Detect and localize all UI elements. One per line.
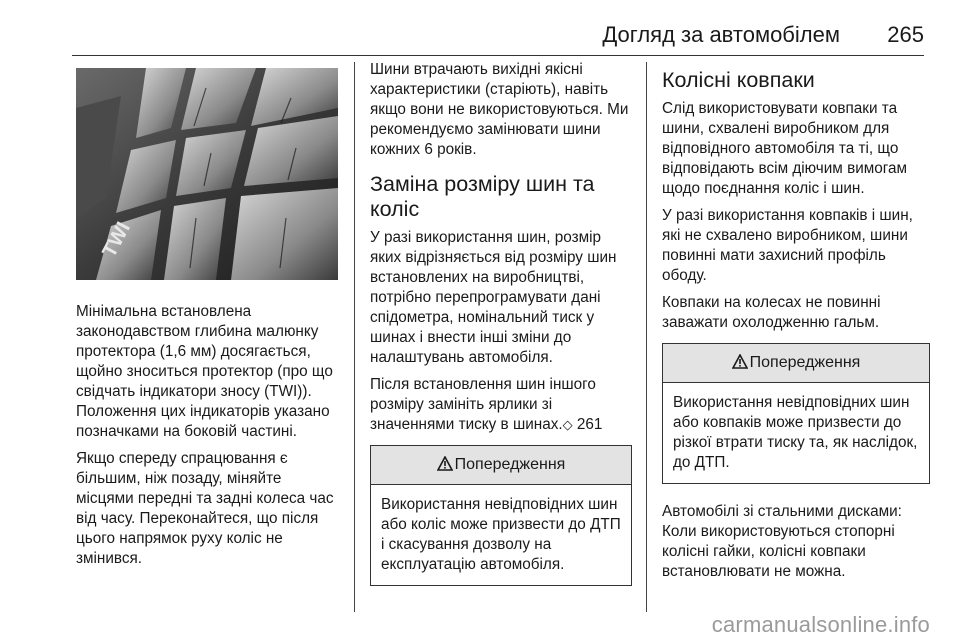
column-divider-1 [354,62,355,612]
reference-arrow-icon: ◇ [562,417,573,432]
col3-paragraph-3: Ковпаки на колесах не повинні заважати охолодженню гальм. [662,294,881,331]
watermark: carmanualsonline.info [711,612,930,637]
column-1 [76,60,338,576]
page-header [0,0,960,58]
warning-triangle-icon [437,456,453,471]
col2-paragraph-2: У разі використання шин, розмір яких відрізняється від розміру шин встановлених на виробництві, потрібно перепрограмувати дані спідометра, номінальний тиск у шинах і внести інші зміни до налаштувань автомобіля. [370,229,617,366]
column-3 [662,60,930,589]
warning-box-hubcaps [662,343,930,484]
warning-box-tires [370,445,632,586]
tire-tread-figure [76,68,338,280]
col1-paragraph-2: Якщо спереду спрацювання є більшим, ніж позаду, міняйте місцями передні та задні колеса час від часу. Переконайтеся, що після цього напрямок руху коліс не змінився. [76,450,334,567]
column-2 [370,60,632,604]
col3-paragraph-4: Автомобілі зі стальними дисками: Коли використовуються стопорні колісні гайки, колісні ковпаки встановлювати не можна. [662,503,902,580]
warning-text: Використання невідповідних шин або коліс може призвести до ДТП і скасування дозволу на експлуатацію автомобіля. [381,496,621,573]
page-reference-link[interactable]: 261 [576,416,603,433]
twi-marking: TWI [98,218,135,262]
page-number: 265 [887,22,924,47]
col3-paragraph-2: У разі використання ковпаків і шин, які не схвалено виробником, шини повинні мати захисний профіль ободу. [662,207,913,284]
col1-paragraph-1: Мінімальна встановлена законодавством глибина малюнку протектора (1,6 мм) досягається, щойно зноситься протектор (про що свідчать індикатори зносу (TWI)). Положення цих індикаторів указано позначками на боковій частині. [76,303,333,440]
page-title: Догляд за автомобілем [602,22,840,47]
column-divider-2 [646,62,647,612]
section-heading-hubcaps: Колісні ковпаки [662,68,815,92]
warning-header [663,344,929,383]
col2-paragraph-3 [370,375,632,435]
warning-header [371,446,631,485]
col2-paragraph-1: Шини втрачають вихідні якісні характеристики (старіють), навіть якщо вони не використовуються. Ми рекомендуємо замінювати шини кожних 6 років. [370,61,629,158]
header-rule [72,55,924,56]
section-heading-tire-size: Заміна розміру шин та коліс [370,172,595,221]
warning-text: Використання невідповідних шин або ковпаків може призвести до різкої втрати тиску та, як наслідок, до ДТП. [673,394,918,471]
warning-triangle-icon [732,354,748,369]
col2-paragraph-3-text: Після встановлення шин іншого розміру замініть ярлики зі значеннями тиску в шинах. [370,376,596,433]
col3-paragraph-1: Слід використовувати ковпаки та шини, схвалені виробником для відповідного автомобіля та ті, що відповідають всім діючим вимогам щодо поєднання коліс і шин. [662,100,908,197]
warning-title: Попередження [749,354,861,371]
warning-title: Попередження [454,456,566,473]
